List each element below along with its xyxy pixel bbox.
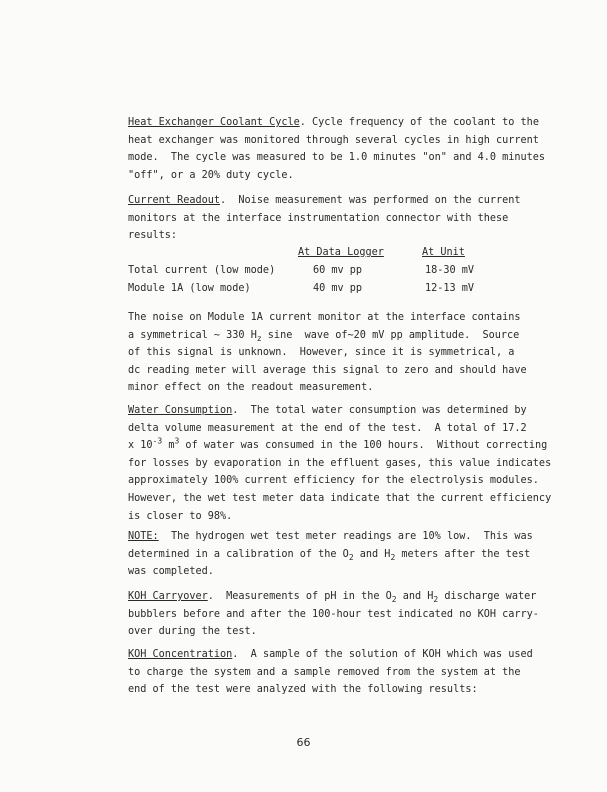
column-header-data-logger: At Data Logger (298, 247, 384, 258)
note-paragraph: NOTE: The hydrogen wet test meter readings are 10% low. This was determined in a calibration of the $O_2$ and $H_2$ meters after the test was completed. (128, 531, 533, 578)
tilde-symbol: ~ (213, 329, 221, 341)
table-cell-logger: 60 mv pp (313, 265, 363, 276)
table-row-label: Total current (low mode) (128, 265, 276, 276)
koh-carryover-paragraph: KOH Carryover. Measurements of pH in the $O_2$ and $H_2$ discharge water bubblers before and after the 100-hour test indicated no KOH carry- over during the test. (128, 591, 539, 638)
heat-exchanger-heading: Heat Exchanger Coolant Cycle (128, 117, 300, 128)
note-heading: NOTE: (128, 531, 159, 542)
noise-paragraph: The noise on Module 1A current monitor at the interface contains a symmetrical ~ 330 $H_z$ sine wave of~20 mV pp amplitude. Source of this signal is unknown. However, since it is symmetrical, a dc reading meter will average this signal to zero and should have minor effect on the readout measurement. (128, 312, 527, 394)
table-cell-logger: 40 mv pp (313, 283, 363, 294)
table-row-label: Module 1A (low mode) (128, 283, 251, 294)
water-consumption-heading: Water Consumption (128, 405, 233, 416)
table-cell-unit: 18-30 mV (425, 265, 475, 276)
table-cell-unit: 12-13 mV (425, 283, 475, 294)
koh-concentration-paragraph: KOH Concentration. A sample of the solution of KOH which was used to charge the system and a sample removed from the system at the end of the test were analyzed with the following results: (128, 649, 533, 696)
current-readout-heading: Current Readout (128, 195, 221, 206)
current-readout-paragraph: Current Readout. Noise measurement was performed on the current monitors at the interface instrumentation connector with these results: (128, 195, 521, 242)
koh-concentration-heading: KOH Concentration (128, 649, 233, 660)
column-header-unit: At Unit (422, 247, 465, 258)
water-consumption-paragraph: Water Consumption. The total water consumption was determined by delta volume measurement at the end of the test. A total of 17.2 x $10^{-3}$ $m^3$ of water was consumed in the 100 hours. Without correcting for losses by evaporation in the effluent gases, this value indicates approximately 100% current efficiency for the electrolysis modules. However, the wet test meter data indicate that the current efficiency is closer to 98%. (128, 405, 552, 522)
koh-carryover-heading: KOH Carryover (128, 591, 208, 602)
page-number: 66 (296, 736, 311, 749)
heat-exchanger-paragraph: Heat Exchanger Coolant Cycle. Cycle frequency of the coolant to the heat exchanger was monitored through several cycles in high current mode. The cycle was measured to be 1.0 minutes "on" and 4.0 minutes "off", or a 20% duty cycle. (128, 117, 546, 181)
